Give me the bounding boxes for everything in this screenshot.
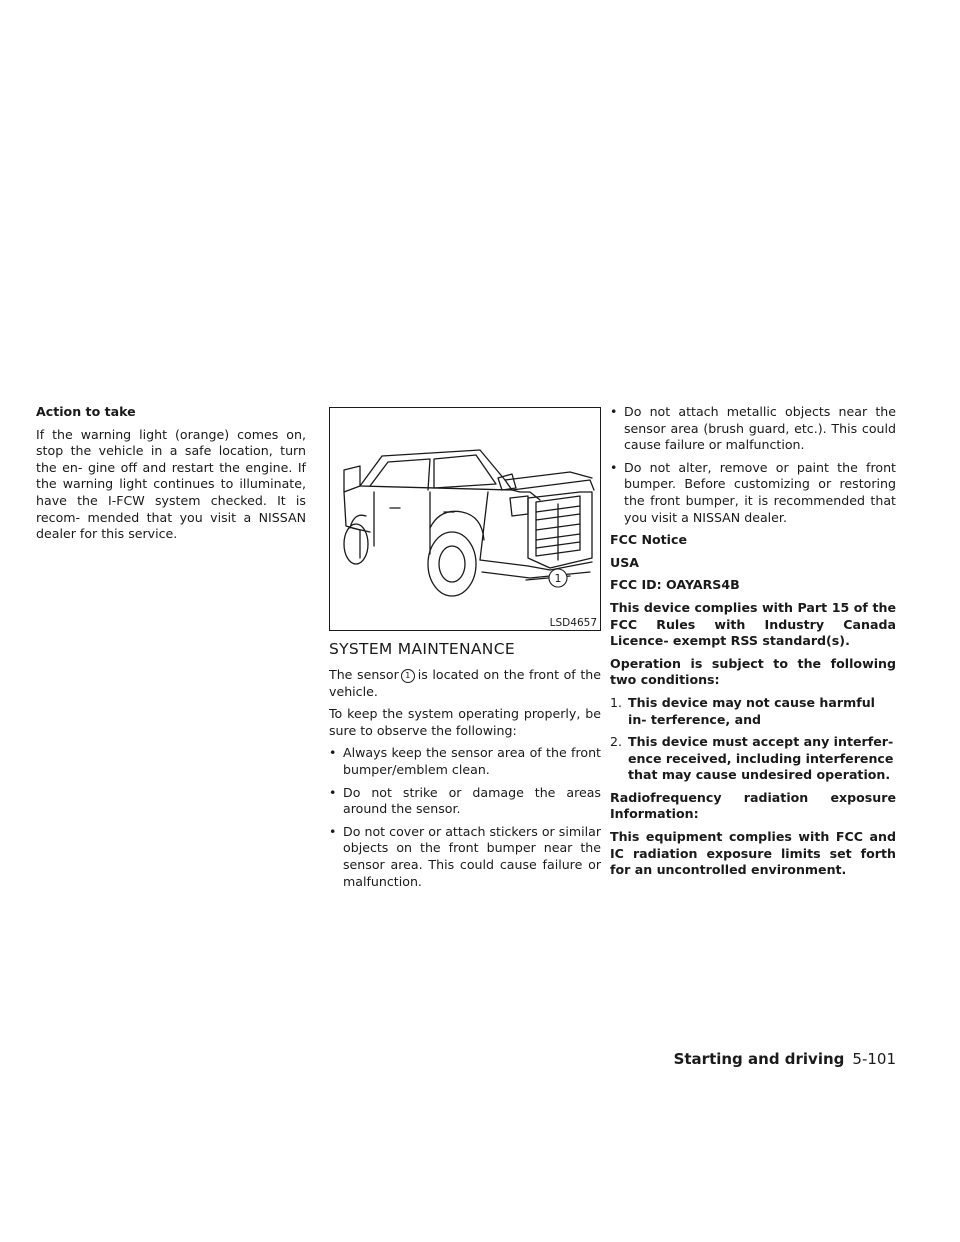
fcc-notice-heading: FCC Notice bbox=[610, 532, 688, 548]
conditions-list bbox=[610, 695, 896, 784]
right-column bbox=[610, 404, 896, 885]
truck-figure bbox=[329, 407, 601, 631]
sensor-intro: The sensor 1 is located on the front of the vehicle. bbox=[329, 667, 601, 699]
page-number: 5-101 bbox=[852, 1050, 896, 1068]
rf-body: This equipment complies with FCC and IC radiation exposure limits set forth for an uncontrolled environment. bbox=[610, 829, 896, 878]
conditions-lead: Operation is subject to the following two conditions: bbox=[610, 655, 896, 688]
maintenance-lead: To keep the system operating properly, be sure to observe the following: bbox=[329, 706, 601, 738]
fcc-id: FCC ID: OAYARS4B bbox=[610, 577, 740, 593]
list-item: • Do not attach metallic objects near the sensor area (brush guard, etc.). This could cause failure or malfunction. bbox=[610, 404, 896, 453]
chapter-title: Starting and driving bbox=[673, 1050, 845, 1068]
list-item: 2. This device must accept any interfer- ence received, including interference that may cause undesired operation. bbox=[610, 734, 894, 783]
sensor-marker: 1 bbox=[401, 669, 415, 683]
maintenance-list-continued bbox=[610, 404, 896, 526]
maintenance-list bbox=[329, 745, 601, 890]
list-item: • Always keep the sensor area of the front bumper/emblem clean. bbox=[329, 745, 601, 777]
section-title: SYSTEM MAINTENANCE bbox=[329, 640, 515, 658]
compliance-statement: This device complies with Part 15 of the FCC Rules with Industry Canada Licence- exempt RSS standard(s). bbox=[610, 599, 896, 649]
action-heading: Action to take bbox=[36, 404, 136, 419]
page-footer bbox=[674, 1049, 896, 1069]
usa-heading: USA bbox=[610, 554, 640, 570]
left-column bbox=[36, 404, 306, 549]
list-item: • Do not strike or damage the areas around the sensor. bbox=[329, 784, 601, 817]
action-body: If the warning light (orange) comes on, stop the vehicle in a safe location, turn the en- gine off and restart the engine. If the warning light continues to illuminate, have the I-FCW system checked. It is recom- mended that you visit a NISSAN dealer for this service. bbox=[36, 426, 306, 542]
list-item: 1. This device may not cause harmful in- terference, and bbox=[610, 694, 875, 727]
middle-column bbox=[329, 407, 601, 896]
truck-illustration bbox=[330, 408, 600, 630]
rf-heading: Radiofrequency radiation exposure Information: bbox=[610, 789, 896, 822]
list-item: • Do not cover or attach stickers or similar objects on the front bumper near the sensor area. This could cause failure or malfunction. bbox=[329, 823, 601, 889]
callout-number: 1 bbox=[554, 572, 562, 585]
figure-code: LSD4657 bbox=[549, 617, 597, 629]
list-item: • Do not alter, remove or paint the front bumper. Before customizing or restoring the front bumper, it is recommended that you visit a NISSAN dealer. bbox=[610, 459, 896, 525]
